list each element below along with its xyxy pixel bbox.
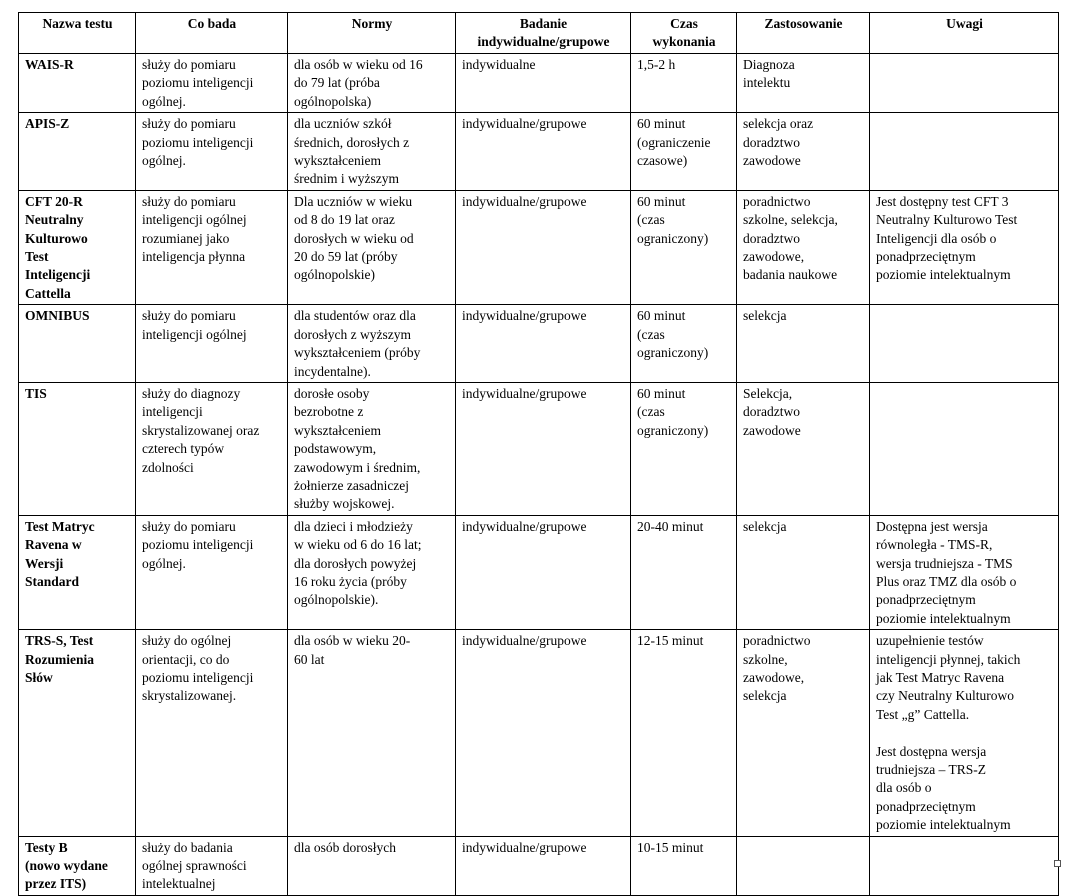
- table-row: [19, 305, 1059, 383]
- test-name: CFT 20-R Neutralny Kulturowo Test Inteligencji Cattella: [19, 190, 136, 304]
- test-notes: [870, 382, 1059, 515]
- test-use: poradnictwo szkolne, selekcja, doradztwo zawodowe, badania naukowe: [737, 190, 870, 304]
- test-what: służy do pomiaru poziomu inteligencji ogólnej.: [136, 54, 288, 113]
- test-norms: dla studentów oraz dla dorosłych z wyższym wykształceniem (próby incydentalne).: [288, 305, 456, 383]
- test-norms: dla osób w wieku od 16 do 79 lat (próba ogólnopolska): [288, 54, 456, 113]
- test-use: poradnictwo szkolne, zawodowe, selekcja: [737, 630, 870, 836]
- test-time: 1,5-2 h: [631, 54, 737, 113]
- test-what: służy do pomiaru poziomu inteligencji ogólnej.: [136, 113, 288, 191]
- test-name: WAIS-R: [19, 54, 136, 113]
- table-row: [19, 190, 1059, 304]
- test-norms: dla dzieci i młodzieży w wieku od 6 do 16 lat; dla dorosłych powyżej 16 roku życia (próby ogólnopolskie).: [288, 515, 456, 629]
- test-mode: indywidualne/grupowe: [456, 515, 631, 629]
- test-norms: dla osób w wieku 20- 60 lat: [288, 630, 456, 836]
- test-norms: dla osób dorosłych: [288, 836, 456, 895]
- test-use: selekcja oraz doradztwo zawodowe: [737, 113, 870, 191]
- tests-table: [18, 12, 1059, 896]
- test-time: 60 minut (czas ograniczony): [631, 305, 737, 383]
- test-name: Testy B (nowo wydane przez ITS): [19, 836, 136, 895]
- test-mode: indywidualne/grupowe: [456, 190, 631, 304]
- table-row: [19, 515, 1059, 629]
- test-time: 20-40 minut: [631, 515, 737, 629]
- test-mode: indywidualne/grupowe: [456, 382, 631, 515]
- header-use: Zastosowanie: [737, 13, 870, 54]
- test-what: służy do pomiaru poziomu inteligencji ogólnej.: [136, 515, 288, 629]
- test-notes: [870, 54, 1059, 113]
- table-row: [19, 630, 1059, 836]
- table-row: [19, 836, 1059, 895]
- test-mode: indywidualne/grupowe: [456, 836, 631, 895]
- test-notes: uzupełnienie testów inteligencji płynnej, takich jak Test Matryc Ravena czy Neutralny Kulturowo Test „g” Cattella. Jest dostępna wersja trudniejsza – TRS-Z dla osób o ponadprzeciętnym poziomie intelektualnym: [870, 630, 1059, 836]
- test-what: służy do pomiaru inteligencji ogólnej: [136, 305, 288, 383]
- test-name: TIS: [19, 382, 136, 515]
- test-name: OMNIBUS: [19, 305, 136, 383]
- test-time: 60 minut (ograniczenie czasowe): [631, 113, 737, 191]
- test-use: Selekcja, doradztwo zawodowe: [737, 382, 870, 515]
- test-what: służy do pomiaru inteligencji ogólnej rozumianej jako inteligencja płynna: [136, 190, 288, 304]
- test-use: [737, 836, 870, 895]
- test-time: 60 minut (czas ograniczony): [631, 382, 737, 515]
- header-time: Czas wykonania: [631, 13, 737, 54]
- test-use: selekcja: [737, 515, 870, 629]
- test-norms: dla uczniów szkół średnich, dorosłych z wykształceniem średnim i wyższym: [288, 113, 456, 191]
- test-name: TRS-S, Test Rozumienia Słów: [19, 630, 136, 836]
- test-notes: Dostępna jest wersja równoległa - TMS-R, wersja trudniejsza - TMS Plus oraz TMZ dla osób o ponadprzeciętnym poziomie intelektualnym: [870, 515, 1059, 629]
- header-name: Nazwa testu: [19, 13, 136, 54]
- test-mode: indywidualne/grupowe: [456, 113, 631, 191]
- test-notes: [870, 113, 1059, 191]
- test-notes: Jest dostępny test CFT 3 Neutralny Kulturowo Test Inteligencji dla osób o ponadprzeciętnym poziomie intelektualnym: [870, 190, 1059, 304]
- test-what: służy do badania ogólnej sprawności intelektualnej: [136, 836, 288, 895]
- test-time: 12-15 minut: [631, 630, 737, 836]
- header-norms: Normy: [288, 13, 456, 54]
- table-resize-handle[interactable]: [1054, 860, 1061, 867]
- test-norms: dorosłe osoby bezrobotne z wykształceniem podstawowym, zawodowym i średnim, żołnierze zasadniczej służby wojskowej.: [288, 382, 456, 515]
- test-notes: [870, 836, 1059, 895]
- header-notes: Uwagi: [870, 13, 1059, 54]
- header-row: [19, 13, 1059, 54]
- test-notes: [870, 305, 1059, 383]
- table-row: [19, 113, 1059, 191]
- test-name: Test Matryc Ravena w Wersji Standard: [19, 515, 136, 629]
- header-mode: Badanie indywidualne/grupowe: [456, 13, 631, 54]
- test-norms: Dla uczniów w wieku od 8 do 19 lat oraz dorosłych w wieku od 20 do 59 lat (próby ogólnopolskie): [288, 190, 456, 304]
- test-use: selekcja: [737, 305, 870, 383]
- test-what: służy do ogólnej orientacji, co do poziomu inteligencji skrystalizowanej.: [136, 630, 288, 836]
- header-what: Co bada: [136, 13, 288, 54]
- test-mode: indywidualne/grupowe: [456, 305, 631, 383]
- test-use: Diagnoza intelektu: [737, 54, 870, 113]
- test-time: 60 minut (czas ograniczony): [631, 190, 737, 304]
- test-mode: indywidualne: [456, 54, 631, 113]
- test-name: APIS-Z: [19, 113, 136, 191]
- test-mode: indywidualne/grupowe: [456, 630, 631, 836]
- table-row: [19, 54, 1059, 113]
- table-row: [19, 382, 1059, 515]
- test-time: 10-15 minut: [631, 836, 737, 895]
- test-what: służy do diagnozy inteligencji skrystalizowanej oraz czterech typów zdolności: [136, 382, 288, 515]
